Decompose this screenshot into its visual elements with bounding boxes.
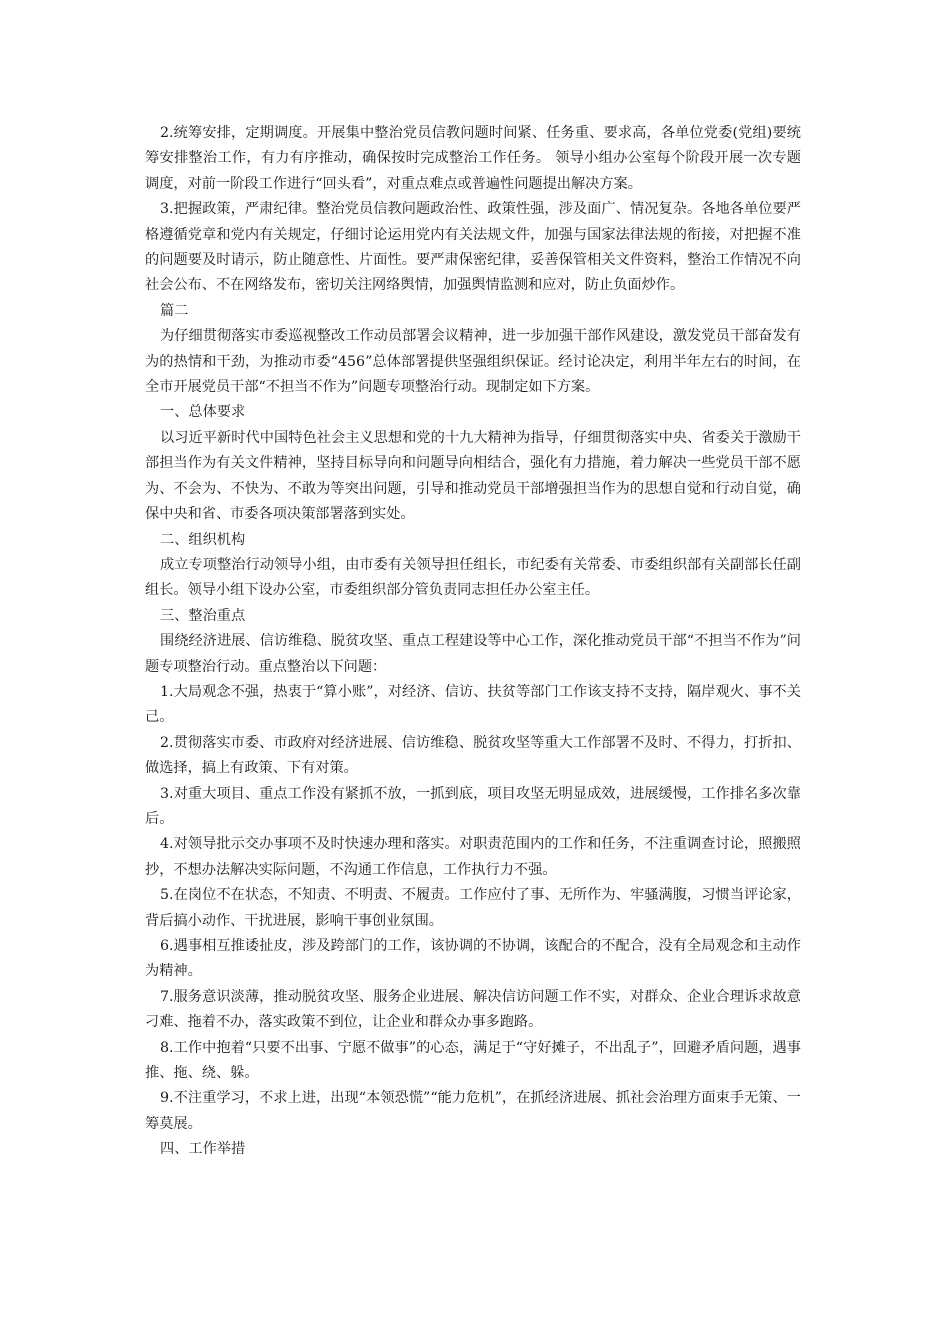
paragraph: 3.把握政策，严肃纪律。整治党员信教问题政治性、政策性强，涉及面广、情况复杂。各地各单位要严格遵循党章和党内有关规定，仔细讨论运用党内有关法规文件，加强与国家法律法规的衔接，对把握不准的问题要及时请示，防止随意性、片面性。要严肃保密纪律，妥善保管相关文件资料，整治工作情况不向社会公布、不在网络发布，密切关注网络舆情，加强舆情监测和应对，防止负面炒作。	[145, 201, 801, 294]
list-item: 3.对重大项目、重点工作没有紧抓不放，一抓到底，项目攻坚无明显成效，进展缓慢，工作排名多次靠后。	[145, 785, 801, 827]
list-item: 2.贯彻落实市委、市政府对经济进展、信访维稳、脱贫攻坚等重大工作部署不及时、不得力，打折扣、做选择，搞上有政策、下有对策。	[145, 734, 801, 777]
list-item: 8.工作中抱着“只要不出事、宁愿不做事”的心态，满足于“守好摊子，不出乱子”，回避矛盾问题，遇事推、拖、绕、躲。	[145, 1039, 801, 1082]
section-heading: 四、工作举措	[160, 1141, 246, 1158]
list-item: 4.对领导批示交办事项不及时快速办理和落实。对职责范围内的工作和任务，不注重调查讨论，照搬照抄，不想办法解决实际问题，不沟通工作信息，工作执行力不强。	[145, 836, 801, 878]
list-item: 9.不注重学习，不求上进，出现“本领恐慌”“能力危机”，在抓经济进展、抓社会治理方面束手无策、一筹莫展。	[145, 1090, 801, 1132]
list-item: 1.大局观念不强，热衷于“算小账”，对经济、信访、扶贫等部门工作该支持不支持，隔岸观火、事不关己。	[145, 683, 801, 726]
list-item: 6.遇事相互推诿扯皮，涉及跨部门的工作，该协调的不协调，该配合的不配合，没有全局观念和主动作为精神。	[145, 938, 801, 980]
paragraph: 成立专项整治行动领导小组，由市委有关领导担任组长，市纪委有关常委、市委组织部有关副部长任副组长。领导小组下设办公室，市委组织部分管负责同志担任办公室主任。	[145, 556, 801, 599]
paragraph: 以习近平新时代中国特色社会主义思想和党的十九大精神为指导，仔细贯彻落实中央、省委关于激励干部担当作为有关文件精神，坚持目标导向和问题导向相结合，强化有力措施，着力解决一些党员干部不愿为、不会为、不快为、不敢为等突出问题，引导和推动党员干部增强担当作为的思想自觉和行动自觉，确保中央和省、市委各项决策部署落到实处。	[145, 429, 801, 523]
list-item: 5.在岗位不在状态，不知责、不明责、不履责。工作应付了事、无所作为、牢骚满腹，习惯当评论家，背后搞小动作、干扰进展，影响干事创业氛围。	[145, 887, 801, 929]
section-heading: 三、整治重点	[160, 607, 246, 624]
paragraph: 为仔细贯彻落实市委巡视整改工作动员部署会议精神，进一步加强干部作风建设，激发党员干部奋发有为的热情和干劲，为推动市委“456”总体部署提供坚强组织保证。经讨论决定，利用半年左右的时间，在全市开展党员干部“不担当不作为”问题专项整治行动。现制定如下方案。	[145, 328, 801, 396]
paragraph: 围绕经济进展、信访维稳、脱贫攻坚、重点工程建设等中心工作，深化推动党员干部“不担当不作为”问题专项整治行动。重点整治以下问题：	[145, 633, 801, 675]
document-body	[145, 121, 801, 1163]
section-heading: 篇二	[160, 302, 189, 319]
paragraph: 2.统筹安排，定期调度。开展集中整治党员信教问题时间紧、任务重、要求高，各单位党委(党组)要统筹安排整治工作，有力有序推动，确保按时完成整治工作任务。 领导小组办公室每个阶段开展一次专题调度，对前一阶段工作进行“回头看”，对重点难点或普遍性问题提出解决方案。	[145, 125, 801, 192]
section-heading: 二、组织机构	[160, 531, 246, 548]
list-item: 7.服务意识淡薄，推动脱贫攻坚、服务企业进展、解决信访问题工作不实，对群众、企业合理诉求故意刁难、拖着不办，落实政策不到位，让企业和群众办事多跑路。	[145, 988, 801, 1031]
section-heading: 一、总体要求	[160, 404, 246, 421]
